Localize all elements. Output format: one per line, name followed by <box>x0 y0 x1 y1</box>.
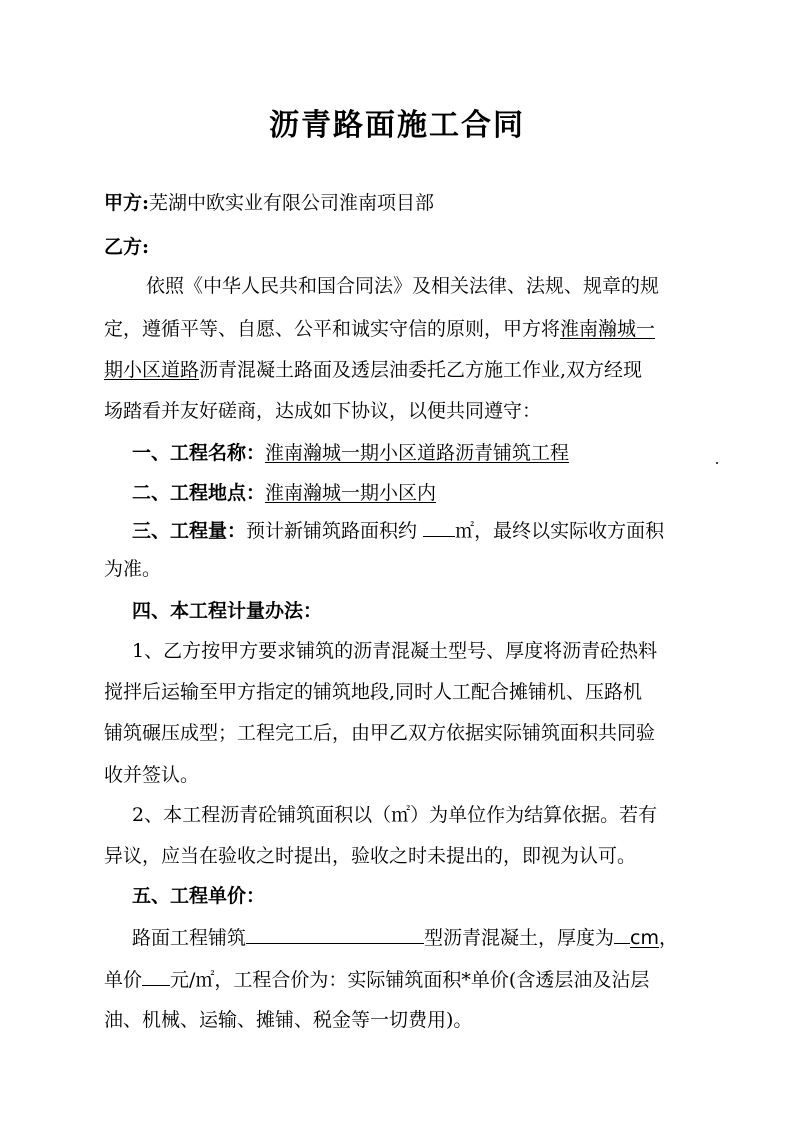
section-5-line-1-comma: ， <box>659 927 679 949</box>
item-project-name-label: 一、工程名称： <box>132 442 266 464</box>
party-b-line <box>104 234 149 260</box>
item-project-location-label: 二、工程地点： <box>132 482 266 504</box>
thickness-blank <box>614 925 630 944</box>
section-4-p1-line-4: 收并签认。 <box>104 764 200 786</box>
item-quantity-text-2: ㎡，最终以实际收方面积 <box>455 520 665 542</box>
project-name-underlined-cont: 期小区道路 <box>104 359 200 381</box>
section-5-line-2-text-2: 元/㎡，工程合价为：实际铺筑面积*单价(含透层油及沾层 <box>170 969 650 991</box>
section-4-p1-line-3: 铺筑碾压成型；工程完工后，由甲乙双方依据实际铺筑面积共同验 <box>104 722 656 744</box>
intro-line-1: 依照《中华人民共和国合同法》及相关法律、法规、规章的规 <box>146 275 660 297</box>
section-5-line-2 <box>104 967 649 993</box>
section-5-line-2-text: 单价 <box>104 969 143 991</box>
project-name-underlined: 淮南瀚城一 <box>560 318 656 340</box>
section-4-p1-line-2: 搅拌后运输至甲方指定的铺筑地段,同时人工配合摊铺机、压路机 <box>104 681 643 703</box>
section-5-line-1 <box>132 925 678 951</box>
asphalt-type-blank <box>246 925 424 944</box>
page-title: 沥青路面施工合同 <box>269 108 525 143</box>
section-4-p2-line-2: 异议，应当在验收之时提出，验收之时未提出的，即视为认可。 <box>104 845 637 867</box>
intro-line-2-text: 定，遵循平等、自愿、公平和诚实守信的原则，甲方将 <box>104 318 561 340</box>
unit-price-blank <box>142 967 170 986</box>
section-5-heading: 五、工程单价： <box>132 885 266 907</box>
item-quantity <box>132 518 664 544</box>
item-quantity-cont: 为准。 <box>104 558 162 580</box>
party-a-value: 芜湖中欧实业有限公司淮南项目部 <box>149 192 435 214</box>
party-b-label: 乙方: <box>104 236 150 258</box>
party-a-label: 甲方: <box>104 192 150 214</box>
stray-dot <box>716 462 718 464</box>
item-quantity-label: 三、工程量： <box>132 520 247 542</box>
section-4-p1-line-1: 1、乙方按甲方要求铺筑的沥青混凝土型号、厚度将沥青砼热料 <box>132 640 658 662</box>
item-quantity-text: 预计新铺筑路面积约 <box>246 520 424 542</box>
section-4-p2-line-1: 2、本工程沥青砼铺筑面积以（㎡）为单位作为结算依据。若有 <box>132 804 658 826</box>
item-project-name-value: 淮南瀚城一期小区道路沥青铺筑工程 <box>265 442 570 464</box>
item-project-location-value: 淮南瀚城一期小区内 <box>265 482 437 504</box>
section-4-heading: 四、本工程计量办法： <box>132 600 323 622</box>
quantity-blank <box>423 518 455 537</box>
item-project-name <box>132 440 569 466</box>
intro-line-2 <box>104 316 655 342</box>
intro-line-4: 场踏看并友好磋商，达成如下协议，以便共同遵守： <box>104 400 542 422</box>
section-5-line-3: 油、机械、运输、摊铺、税金等一切费用)。 <box>104 1009 473 1031</box>
party-a-line <box>104 190 434 216</box>
section-5-line-1-text: 路面工程铺筑 <box>132 927 247 949</box>
item-project-location <box>132 480 436 506</box>
intro-line-3-text: 沥青混凝土路面及透层油委托乙方施工作业,双方经现 <box>199 359 643 381</box>
section-5-line-1-text-2: 型沥青混凝土，厚度为 <box>424 927 615 949</box>
intro-line-3 <box>104 357 642 383</box>
thickness-unit: cm <box>630 927 659 949</box>
